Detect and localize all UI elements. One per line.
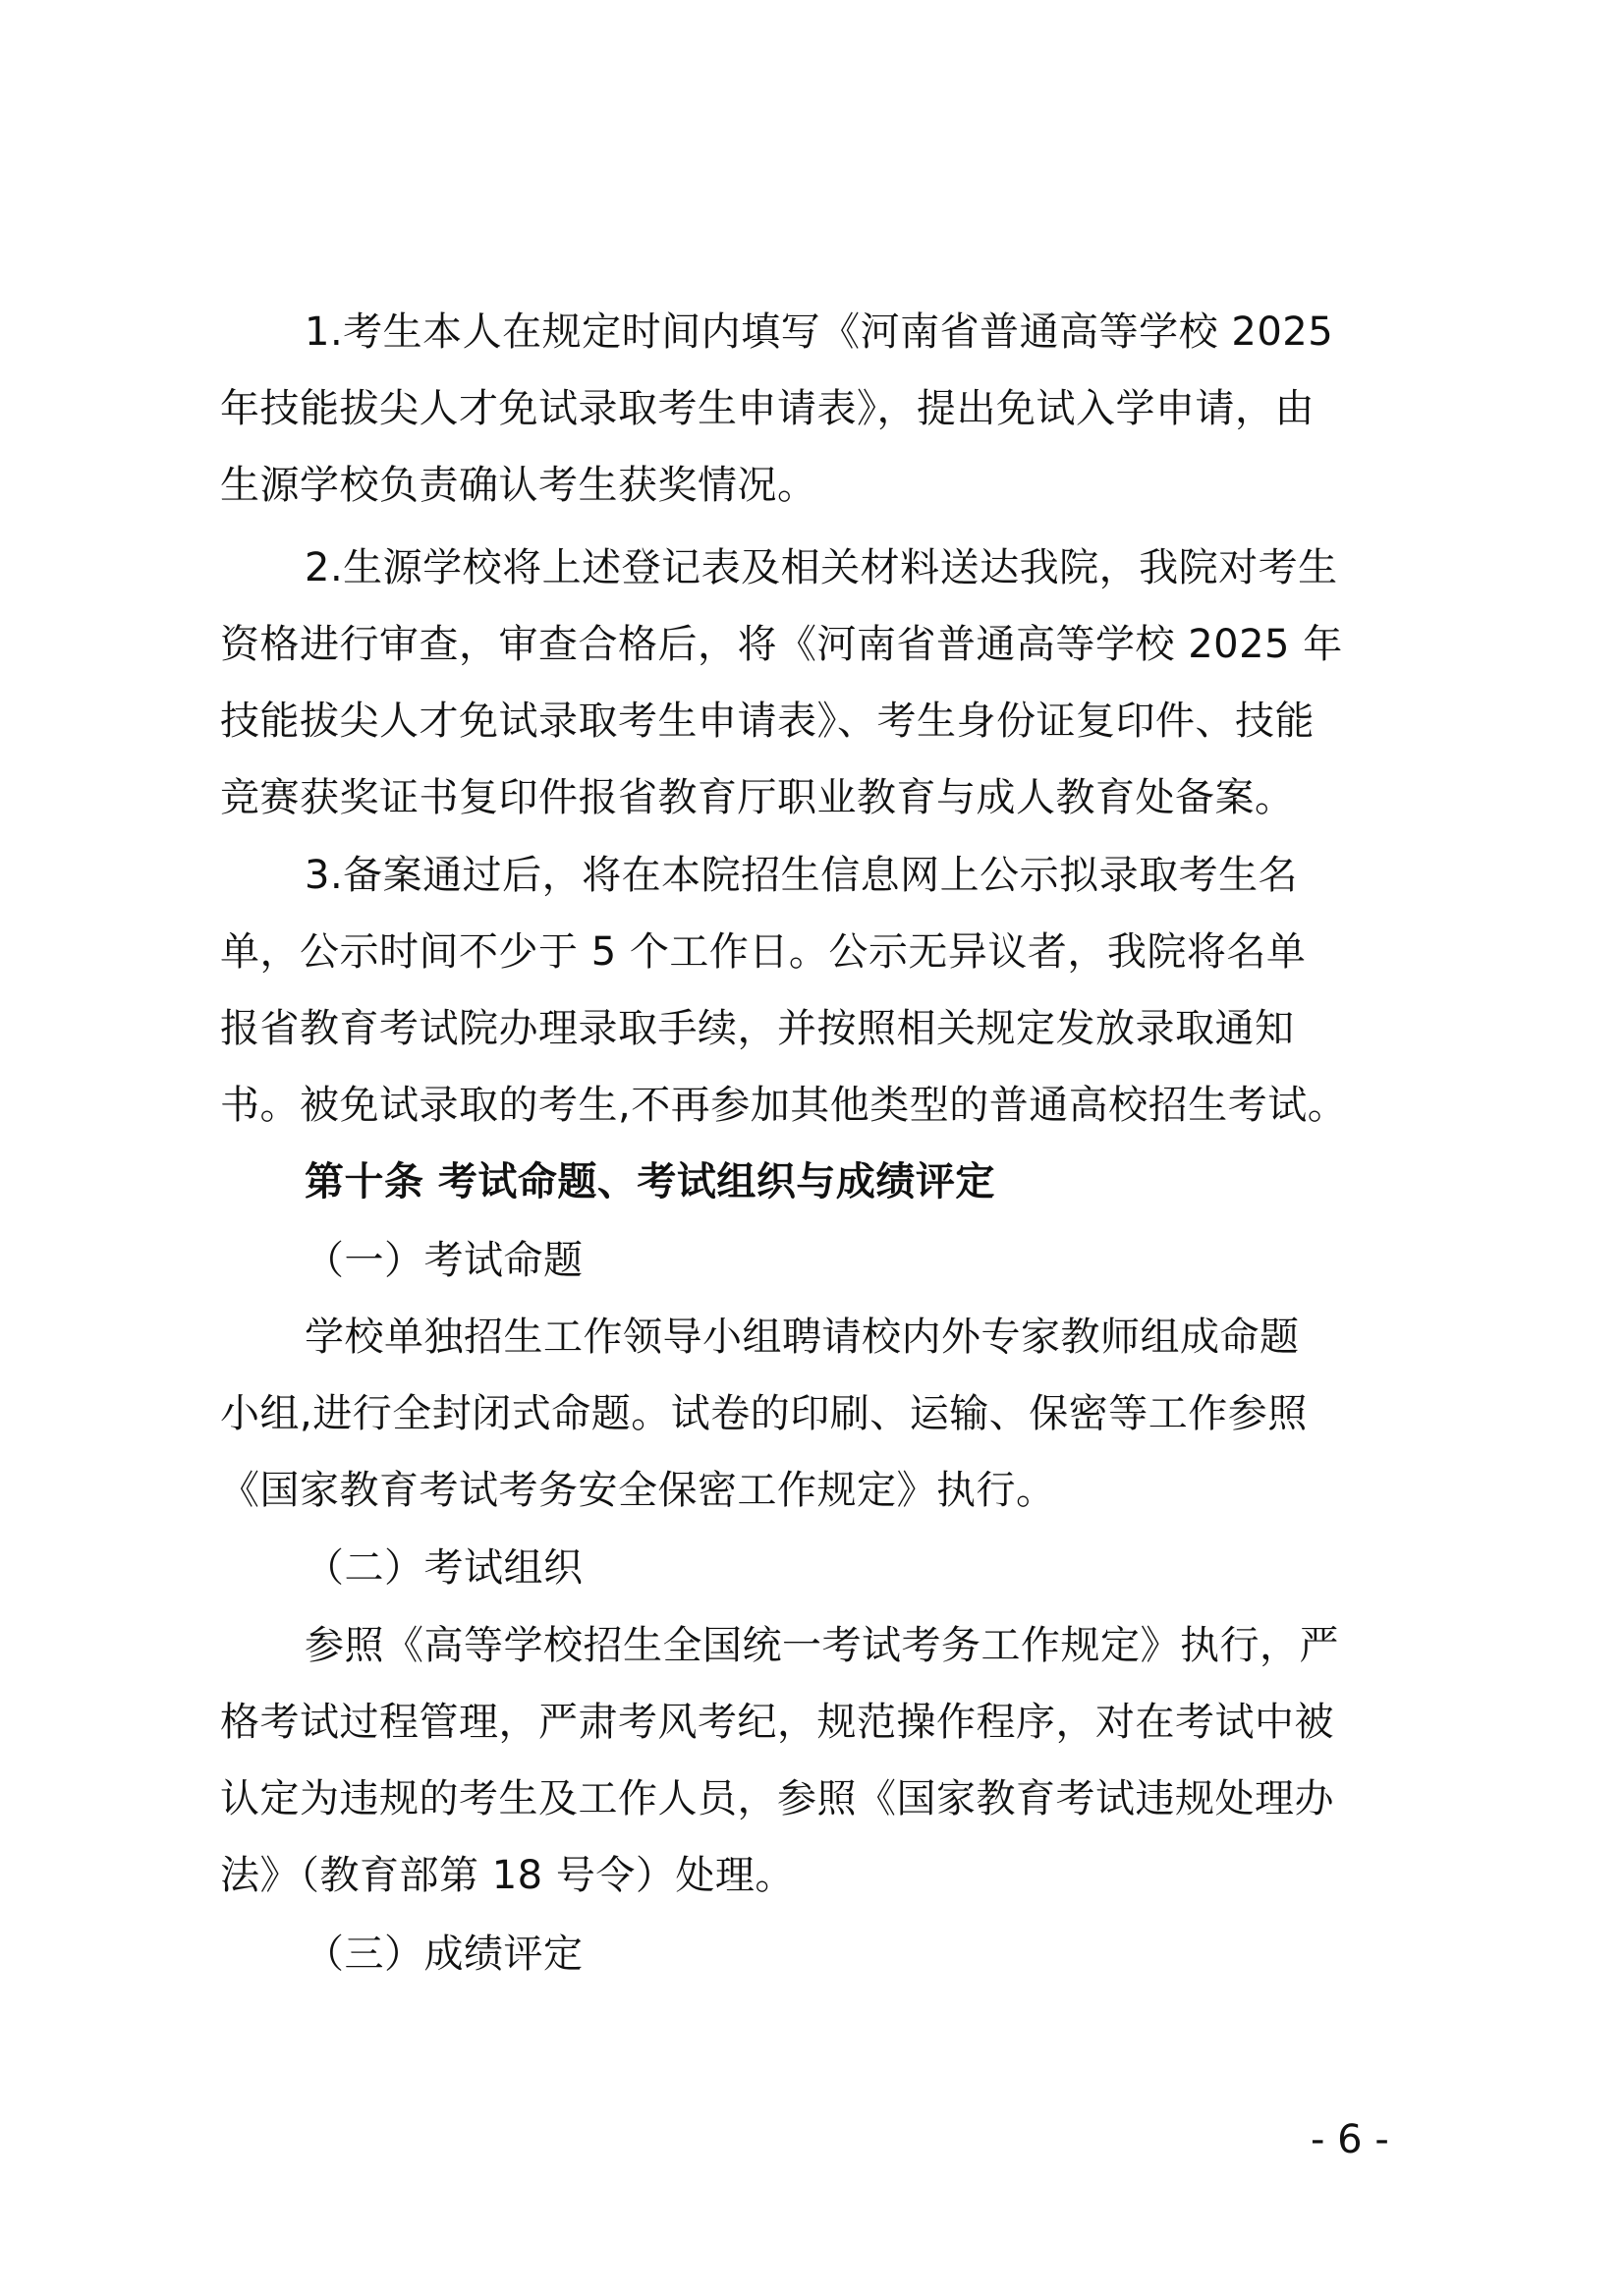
paragraph-2-line-1: 2.生源学校将上述登记表及相关材料送达我院，我院对考生 (305, 545, 1338, 590)
paragraph-3-line-2: 单，公示时间不少于 5 个工作日。公示无异议者，我院将名单 (220, 929, 1307, 975)
article-10-heading: 第十条 考试命题、考试组织与成绩评定 (305, 1159, 995, 1204)
paragraph-3-line-1: 3.备案通过后，将在本院招生信息网上公示拟录取考生名 (305, 853, 1299, 898)
paragraph-4-line-1: 学校单独招生工作领导小组聘请校内外专家教师组成命题 (305, 1315, 1300, 1360)
paragraph-1-line-1: 1.考生本人在规定时间内填写《河南省普通高等学校 2025 (305, 309, 1334, 355)
paragraph-4-line-3: 《国家教育考试考务安全保密工作规定》执行。 (220, 1468, 1056, 1513)
section-heading-score-assessment: （三）成绩评定 (305, 1932, 584, 1977)
paragraph-1-line-3: 生源学校负责确认考生获奖情况。 (220, 463, 817, 508)
paragraph-5-line-4: 法》（教育部第 18 号令）处理。 (220, 1853, 795, 1898)
paragraph-1-line-2: 年技能拔尖人才免试录取考生申请表》，提出免试入学申请，由 (220, 386, 1315, 431)
paragraph-4-line-2: 小组,进行全封闭式命题。试卷的印刷、运输、保密等工作参照 (220, 1391, 1308, 1436)
paragraph-3-line-4: 书。被免试录取的考生,不再参加其他类型的普通高校招生考试。 (220, 1083, 1348, 1128)
paragraph-5-line-1: 参照《高等学校招生全国统一考试考务工作规定》执行，严 (305, 1623, 1339, 1668)
paragraph-5-line-3: 认定为违规的考生及工作人员，参照《国家教育考试违规处理办 (220, 1776, 1334, 1821)
section-heading-exam-organization: （二）考试组织 (305, 1545, 584, 1591)
paragraph-3-line-3: 报省教育考试院办理录取手续，并按照相关规定发放录取通知 (220, 1006, 1295, 1051)
page-number: - 6 - (1311, 2117, 1389, 2162)
paragraph-2-line-4: 竞赛获奖证书复印件报省教育厅职业教育与成人教育处备案。 (220, 775, 1295, 820)
paragraph-5-line-2: 格考试过程管理，严肃考风考纪，规范操作程序，对在考试中被 (220, 1700, 1334, 1745)
paragraph-2-line-3: 技能拔尖人才免试录取考生申请表》、考生身份证复印件、技能 (220, 699, 1315, 744)
section-heading-exam-questions: （一）考试命题 (305, 1238, 584, 1283)
paragraph-2-line-2: 资格进行审查，审查合格后，将《河南省普通高等学校 2025 年 (220, 622, 1343, 667)
